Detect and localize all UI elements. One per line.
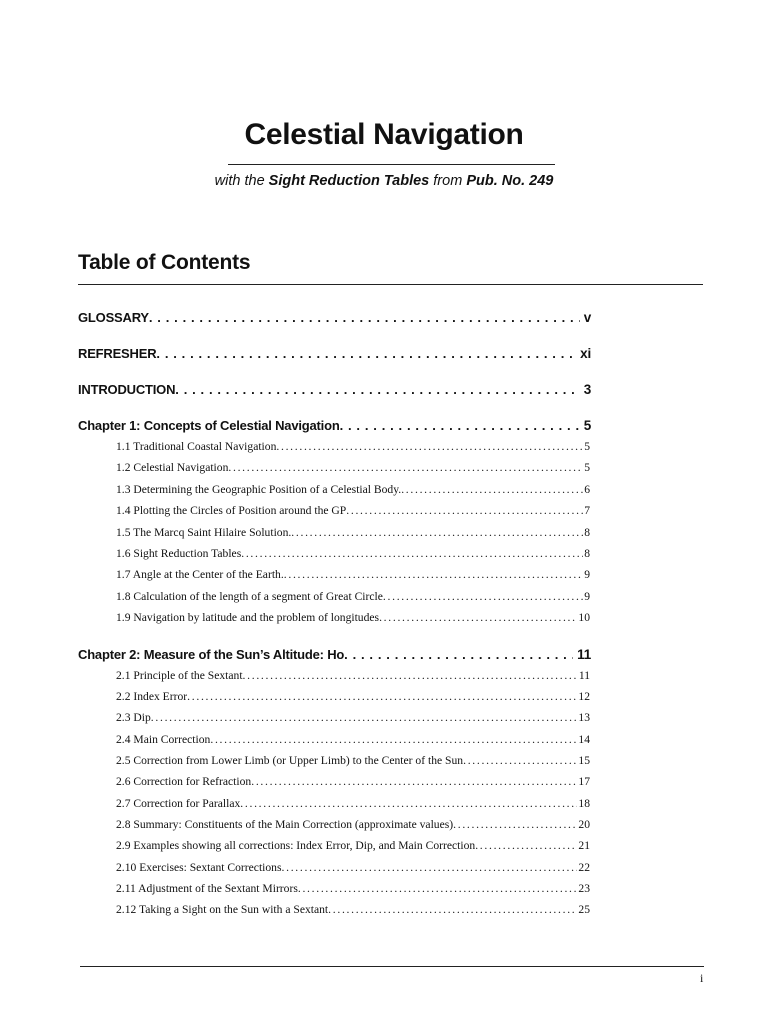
leader-dots bbox=[475, 839, 577, 852]
toc-section-2-7[interactable] bbox=[116, 797, 590, 810]
toc-section-page: 20 bbox=[578, 818, 590, 831]
toc-entry-label: GLOSSARY bbox=[78, 310, 149, 325]
leader-dots bbox=[241, 547, 583, 560]
toc-entry-page: 11 bbox=[577, 647, 591, 662]
toc-section-page: 15 bbox=[578, 754, 590, 767]
document-subtitle bbox=[0, 173, 768, 189]
leader-dots bbox=[243, 669, 578, 682]
leader-dots bbox=[379, 611, 577, 624]
toc-section-page: 7 bbox=[584, 504, 590, 517]
leader-dots bbox=[344, 647, 573, 662]
leader-dots bbox=[282, 861, 578, 874]
toc-section-2-3[interactable] bbox=[116, 711, 590, 724]
leader-dots bbox=[175, 382, 579, 397]
toc-section-page: 8 bbox=[584, 547, 590, 560]
leader-dots bbox=[401, 483, 583, 496]
toc-section-2-11[interactable] bbox=[116, 882, 590, 895]
toc-section-2-8[interactable] bbox=[116, 818, 590, 831]
leader-dots bbox=[276, 440, 583, 453]
toc-section-label: 2.7 Correction for Parallax bbox=[116, 797, 241, 810]
toc-entry-chapter-1[interactable] bbox=[78, 418, 591, 433]
toc-section-label: 2.1 Principle of the Sextant bbox=[116, 669, 243, 682]
leader-dots bbox=[291, 526, 583, 539]
toc-section-label: 2.6 Correction for Refraction bbox=[116, 775, 252, 788]
toc-section-label: 2.9 Examples showing all corrections: Index Error, Dip, and Main Correction bbox=[116, 839, 476, 852]
toc-section-2-12[interactable] bbox=[116, 903, 590, 916]
toc-entry-label: Chapter 1: Concepts of Celestial Navigation bbox=[78, 418, 340, 433]
toc-section-page: 14 bbox=[578, 733, 590, 746]
leader-dots bbox=[298, 882, 578, 895]
footer-divider bbox=[80, 966, 704, 967]
toc-section-label: 2.2 Index Error bbox=[116, 690, 188, 703]
toc-section-page: 9 bbox=[584, 590, 590, 603]
toc-section-page: 10 bbox=[578, 611, 590, 624]
leader-dots bbox=[187, 690, 577, 703]
toc-section-1-1[interactable] bbox=[116, 440, 590, 453]
subtitle-from: from bbox=[429, 173, 467, 189]
toc-entry-label: Chapter 2: Measure of the Sun’s Altitude: Ho bbox=[78, 647, 345, 662]
toc-section-2-10[interactable] bbox=[116, 861, 590, 874]
toc-section-page: 21 bbox=[578, 839, 590, 852]
toc-section-2-1[interactable] bbox=[116, 669, 590, 682]
subtitle-prefix: with the bbox=[214, 173, 269, 189]
toc-section-1-5[interactable] bbox=[116, 526, 590, 539]
toc-section-label: 2.11 Adjustment of the Sextant Mirrors bbox=[116, 882, 298, 895]
toc-section-page: 13 bbox=[578, 711, 590, 724]
toc-section-2-5[interactable] bbox=[116, 754, 590, 767]
subtitle-tables: Sight Reduction Tables bbox=[268, 173, 430, 189]
toc-section-1-7[interactable] bbox=[116, 568, 590, 581]
leader-dots bbox=[228, 461, 583, 474]
leader-dots bbox=[151, 711, 578, 724]
toc-section-label: 1.5 The Marcq Saint Hilaire Solution. bbox=[116, 526, 292, 539]
leader-dots bbox=[383, 590, 583, 603]
toc-section-label: 2.12 Taking a Sight on the Sun with a Sextant bbox=[116, 903, 329, 916]
toc-section-label: 1.7 Angle at the Center of the Earth. bbox=[116, 568, 284, 581]
toc-entry-page: 5 bbox=[583, 418, 591, 433]
toc-section-label: 1.2 Celestial Navigation bbox=[116, 461, 229, 474]
toc-heading: Table of Contents bbox=[78, 251, 251, 274]
toc-section-1-2[interactable] bbox=[116, 461, 590, 474]
leader-dots bbox=[340, 418, 580, 433]
subtitle-publication: Pub. No. 249 bbox=[466, 173, 554, 189]
toc-section-2-6[interactable] bbox=[116, 775, 590, 788]
document-title: Celestial Navigation bbox=[244, 118, 524, 151]
toc-section-1-8[interactable] bbox=[116, 590, 590, 603]
toc-section-page: 5 bbox=[584, 440, 590, 453]
toc-section-page: 22 bbox=[578, 861, 590, 874]
toc-section-label: 2.8 Summary: Constituents of the Main Correction (approximate values) bbox=[116, 818, 454, 831]
toc-section-page: 12 bbox=[578, 690, 590, 703]
leader-dots bbox=[453, 818, 577, 831]
toc-section-2-4[interactable] bbox=[116, 733, 590, 746]
toc-section-label: 2.5 Correction from Lower Limb (or Upper Limb) to the Center of the Sun bbox=[116, 754, 464, 767]
toc-entry-page: v bbox=[583, 310, 591, 325]
toc-entry-label: REFRESHER bbox=[78, 346, 157, 361]
leader-dots bbox=[156, 346, 576, 361]
toc-section-label: 2.3 Dip bbox=[116, 711, 151, 724]
toc-section-label: 1.8 Calculation of the length of a segment of Great Circle bbox=[116, 590, 383, 603]
toc-section-2-9[interactable] bbox=[116, 839, 590, 852]
toc-section-label: 1.1 Traditional Coastal Navigation bbox=[116, 440, 277, 453]
toc-section-1-3[interactable] bbox=[116, 483, 590, 496]
leader-dots bbox=[149, 310, 580, 325]
leader-dots bbox=[463, 754, 577, 767]
toc-section-2-2[interactable] bbox=[116, 690, 590, 703]
toc-section-label: 2.4 Main Correction bbox=[116, 733, 211, 746]
toc-divider bbox=[78, 284, 703, 285]
toc-section-page: 25 bbox=[578, 903, 590, 916]
leader-dots bbox=[251, 775, 577, 788]
toc-section-label: 1.4 Plotting the Circles of Position around the GP bbox=[116, 504, 347, 517]
toc-section-label: 1.6 Sight Reduction Tables bbox=[116, 547, 242, 560]
toc-section-page: 18 bbox=[578, 797, 590, 810]
toc-section-page: 23 bbox=[578, 882, 590, 895]
toc-section-page: 6 bbox=[584, 483, 590, 496]
toc-section-page: 8 bbox=[584, 526, 590, 539]
title-divider bbox=[228, 164, 555, 165]
toc-entry-page: xi bbox=[580, 346, 591, 361]
toc-section-label: 1.9 Navigation by latitude and the problem of longitudes bbox=[116, 611, 380, 624]
toc-entry-chapter-2[interactable] bbox=[78, 647, 591, 662]
toc-section-1-4[interactable] bbox=[116, 504, 590, 517]
toc-section-label: 1.3 Determining the Geographic Position of a Celestial Body. bbox=[116, 483, 402, 496]
toc-entry-glossary[interactable] bbox=[78, 310, 591, 325]
leader-dots bbox=[328, 903, 577, 916]
toc-section-page: 11 bbox=[578, 669, 590, 682]
toc-section-page: 17 bbox=[578, 775, 590, 788]
toc-section-1-6[interactable] bbox=[116, 547, 590, 560]
toc-entry-refresher[interactable] bbox=[78, 346, 591, 361]
page-number: i bbox=[700, 971, 704, 985]
leader-dots bbox=[240, 797, 577, 810]
leader-dots bbox=[346, 504, 583, 517]
toc-section-label: 2.10 Exercises: Sextant Corrections bbox=[116, 861, 282, 874]
leader-dots bbox=[210, 733, 577, 746]
toc-entry-introduction[interactable] bbox=[78, 382, 591, 397]
leader-dots bbox=[284, 568, 583, 581]
toc-entry-label: INTRODUCTION bbox=[78, 382, 176, 397]
toc-section-1-9[interactable] bbox=[116, 611, 590, 624]
toc-entry-page: 3 bbox=[583, 382, 591, 397]
toc-section-page: 9 bbox=[584, 568, 590, 581]
toc-section-page: 5 bbox=[584, 461, 590, 474]
